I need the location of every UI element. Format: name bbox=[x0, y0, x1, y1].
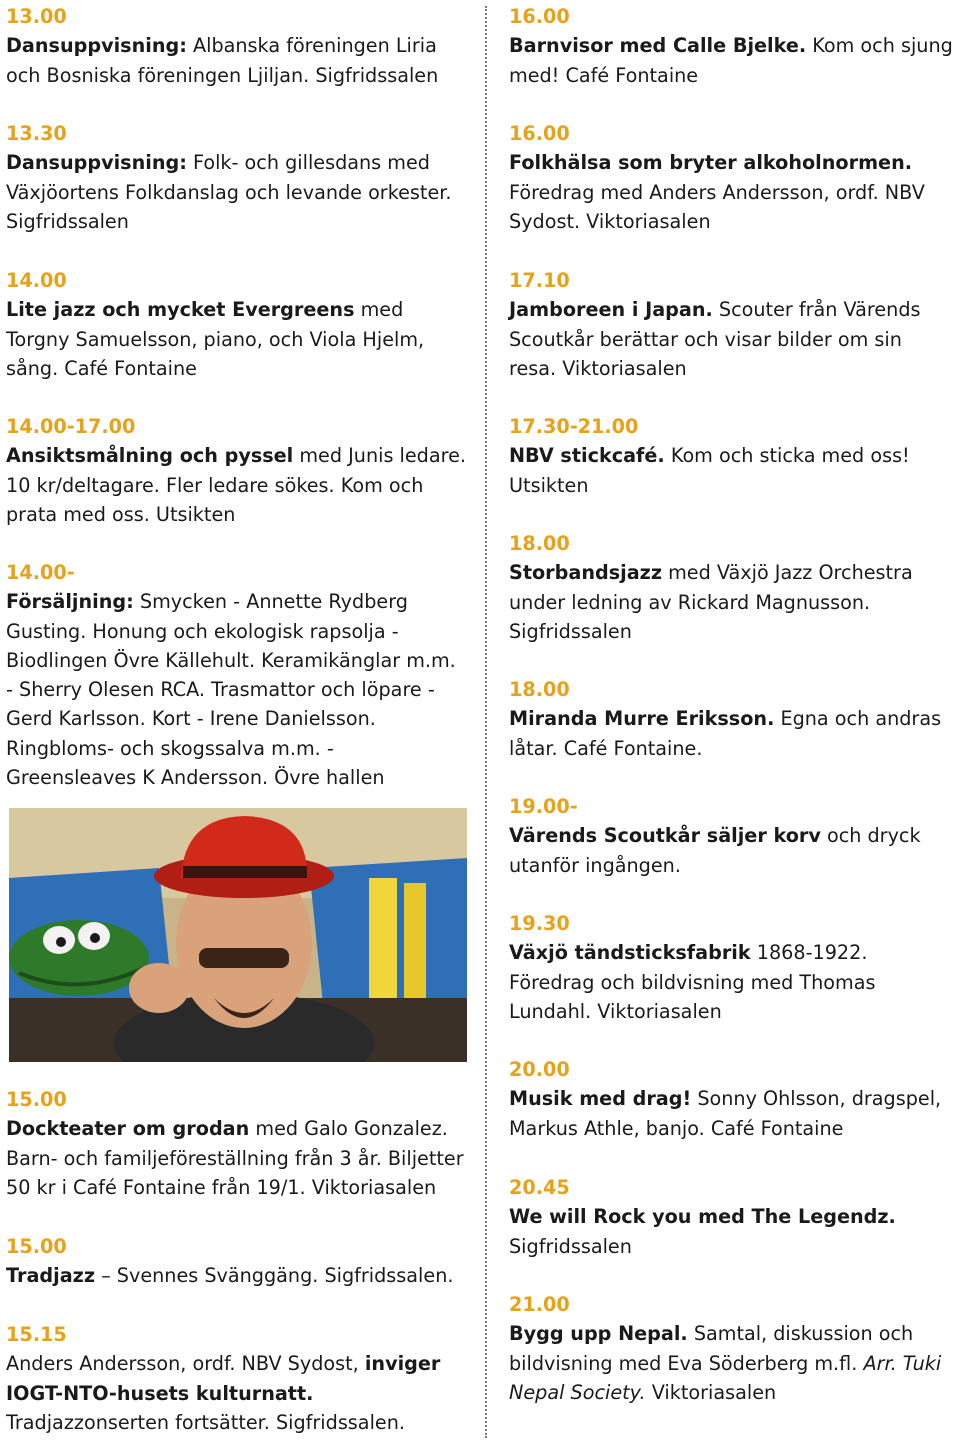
event-1400-forsaljning bbox=[6, 558, 468, 792]
event-time: 17.30-21.00 bbox=[509, 415, 639, 438]
event-location: Viktoriasalen bbox=[645, 1380, 777, 1404]
event-1330 bbox=[6, 119, 468, 236]
event-title: Jamboreen i Japan. bbox=[509, 298, 713, 322]
column-divider bbox=[485, 6, 487, 1438]
event-title: Lite jazz och mycket Evergreens bbox=[6, 298, 355, 322]
event-1600-folkhalsa bbox=[509, 119, 955, 236]
event-1800-miranda bbox=[509, 675, 955, 763]
event-title: Bygg upp Nepal. bbox=[509, 1322, 688, 1346]
event-description: Egna och andras låtar. Café Fontaine. bbox=[509, 707, 942, 760]
event-time: 14.00 bbox=[6, 269, 67, 292]
event-title: Miranda Murre Eriksson. bbox=[509, 707, 775, 731]
event-1500-dockteater bbox=[6, 1085, 468, 1202]
event-time: 18.00 bbox=[509, 532, 570, 555]
event-2000 bbox=[509, 1055, 955, 1143]
event-description: Albanska föreningen Liria och Bosniska föreningen Ljiljan. Sigfridssalen bbox=[6, 34, 439, 87]
event-title: Storbandsjazz bbox=[509, 561, 662, 585]
event-title: Dansuppvisning: bbox=[6, 34, 187, 58]
event-description: Kom och sjung med! Café Fontaine bbox=[509, 34, 953, 87]
event-1730 bbox=[509, 412, 955, 500]
event-2100 bbox=[509, 1290, 955, 1407]
event-1800-storband bbox=[509, 529, 955, 646]
event-time: 15.00 bbox=[6, 1235, 67, 1258]
event-description: med Junis ledare. 10 kr/deltagare. Fler ledare sökes. Kom och prata med oss. Utsikten bbox=[6, 444, 466, 526]
event-description: och dryck utanför ingången. bbox=[509, 824, 921, 877]
event-organizer: Arr. Tuki Nepal Society. bbox=[509, 1351, 942, 1404]
event-time: 19.30 bbox=[509, 912, 570, 935]
event-title: inviger IOGT-NTO-husets kulturnatt. bbox=[6, 1352, 441, 1405]
event-description: Kom och sticka med oss! Utsikten bbox=[509, 444, 910, 497]
event-1400-jazz bbox=[6, 266, 468, 383]
event-title: We will Rock you med The Legendz. bbox=[509, 1205, 896, 1229]
event-1300 bbox=[6, 2, 468, 90]
event-time: 14.00- bbox=[6, 561, 75, 584]
event-1900 bbox=[509, 792, 955, 880]
event-1515 bbox=[6, 1320, 468, 1437]
event-1400-ansiktsmalning bbox=[6, 412, 468, 529]
event-description: med Torgny Samuelsson, piano, och Viola Hjelm, sång. Café Fontaine bbox=[6, 298, 425, 380]
event-time: 18.00 bbox=[509, 678, 570, 701]
event-time: 20.00 bbox=[509, 1058, 570, 1081]
event-description: Samtal, diskussion och bildvisning med Eva Söderberg m.fl. bbox=[509, 1322, 914, 1375]
event-description: Smycken - Annette Rydberg Gusting. Honung och ekologisk rapsolja - Biodlingen Övre Källehult. Keramikänglar m.m. - Sherry Olesen RCA. Trasmattor och löpare - Gerd Karlsson. Kort - Irene Danielsson. Ringbloms- och skogssalva m.m. - Greensleaves K Andersson. Övre hallen bbox=[6, 590, 456, 790]
event-title: Folkhälsa som bryter alkoholnormen. bbox=[509, 151, 913, 175]
event-1930 bbox=[509, 909, 955, 1026]
event-description: – Svennes Svänggäng. Sigfridssalen. bbox=[95, 1264, 454, 1288]
event-title: Barnvisor med Calle Bjelke. bbox=[509, 34, 807, 58]
event-time: 16.00 bbox=[509, 122, 570, 145]
event-time: 14.00-17.00 bbox=[6, 415, 136, 438]
event-1710 bbox=[509, 266, 955, 383]
event-time: 13.30 bbox=[6, 122, 67, 145]
event-description: med Växjö Jazz Orchestra under ledning av Rickard Magnusson. Sigfridssalen bbox=[509, 561, 913, 643]
event-description: Scouter från Värends Scoutkår berättar och visar bilder om sin resa. Viktoriasalen bbox=[509, 298, 921, 380]
event-2045 bbox=[509, 1173, 955, 1261]
event-time: 21.00 bbox=[509, 1293, 570, 1316]
event-description: med Galo Gonzalez. Barn- och familjeföreställning från 3 år. Biljetter 50 kr i Café Fontaine från 19/1. Viktoriasalen bbox=[6, 1117, 464, 1199]
event-time: 20.45 bbox=[509, 1176, 570, 1199]
event-description-pre: Anders Andersson, ordf. NBV Sydost, bbox=[6, 1352, 365, 1376]
event-title: Växjö tändsticksfabrik bbox=[509, 941, 751, 965]
event-description: Föredrag med Anders Andersson, ordf. NBV Sydost. Viktoriasalen bbox=[509, 180, 925, 233]
event-title: Dansuppvisning: bbox=[6, 151, 187, 175]
event-1500-tradjazz bbox=[6, 1232, 468, 1291]
event-title: NBV stickcafé. bbox=[509, 444, 665, 468]
event-time: 19.00- bbox=[509, 795, 578, 818]
event-1600-barnvisor bbox=[509, 2, 955, 90]
event-description: Sonny Ohlsson, dragspel, Markus Athle, banjo. Café Fontaine bbox=[509, 1087, 942, 1140]
event-time: 16.00 bbox=[509, 5, 570, 28]
event-time: 17.10 bbox=[509, 269, 570, 292]
event-title: Dockteater om grodan bbox=[6, 1117, 250, 1141]
event-description: 1868-1922. Föredrag och bildvisning med Thomas Lundahl. Viktoriasalen bbox=[509, 941, 876, 1023]
event-title: Musik med drag! bbox=[509, 1087, 692, 1111]
event-title: Värends Scoutkår säljer korv bbox=[509, 824, 821, 848]
clown-puppeteer-photo bbox=[9, 808, 467, 1062]
event-description: Tradjazzonserten fortsätter. Sigfridssalen. bbox=[6, 1410, 405, 1434]
event-description: Sigfridssalen bbox=[509, 1234, 632, 1258]
event-title: Försäljning: bbox=[6, 590, 134, 614]
event-time: 13.00 bbox=[6, 5, 67, 28]
event-time: 15.00 bbox=[6, 1088, 67, 1111]
event-description: Folk- och gillesdans med Växjöortens Folkdanslag och levande orkester. Sigfridssalen bbox=[6, 151, 452, 233]
event-title: Tradjazz bbox=[6, 1264, 95, 1288]
event-title: Ansiktsmålning och pyssel bbox=[6, 444, 294, 468]
event-time: 15.15 bbox=[6, 1323, 67, 1346]
